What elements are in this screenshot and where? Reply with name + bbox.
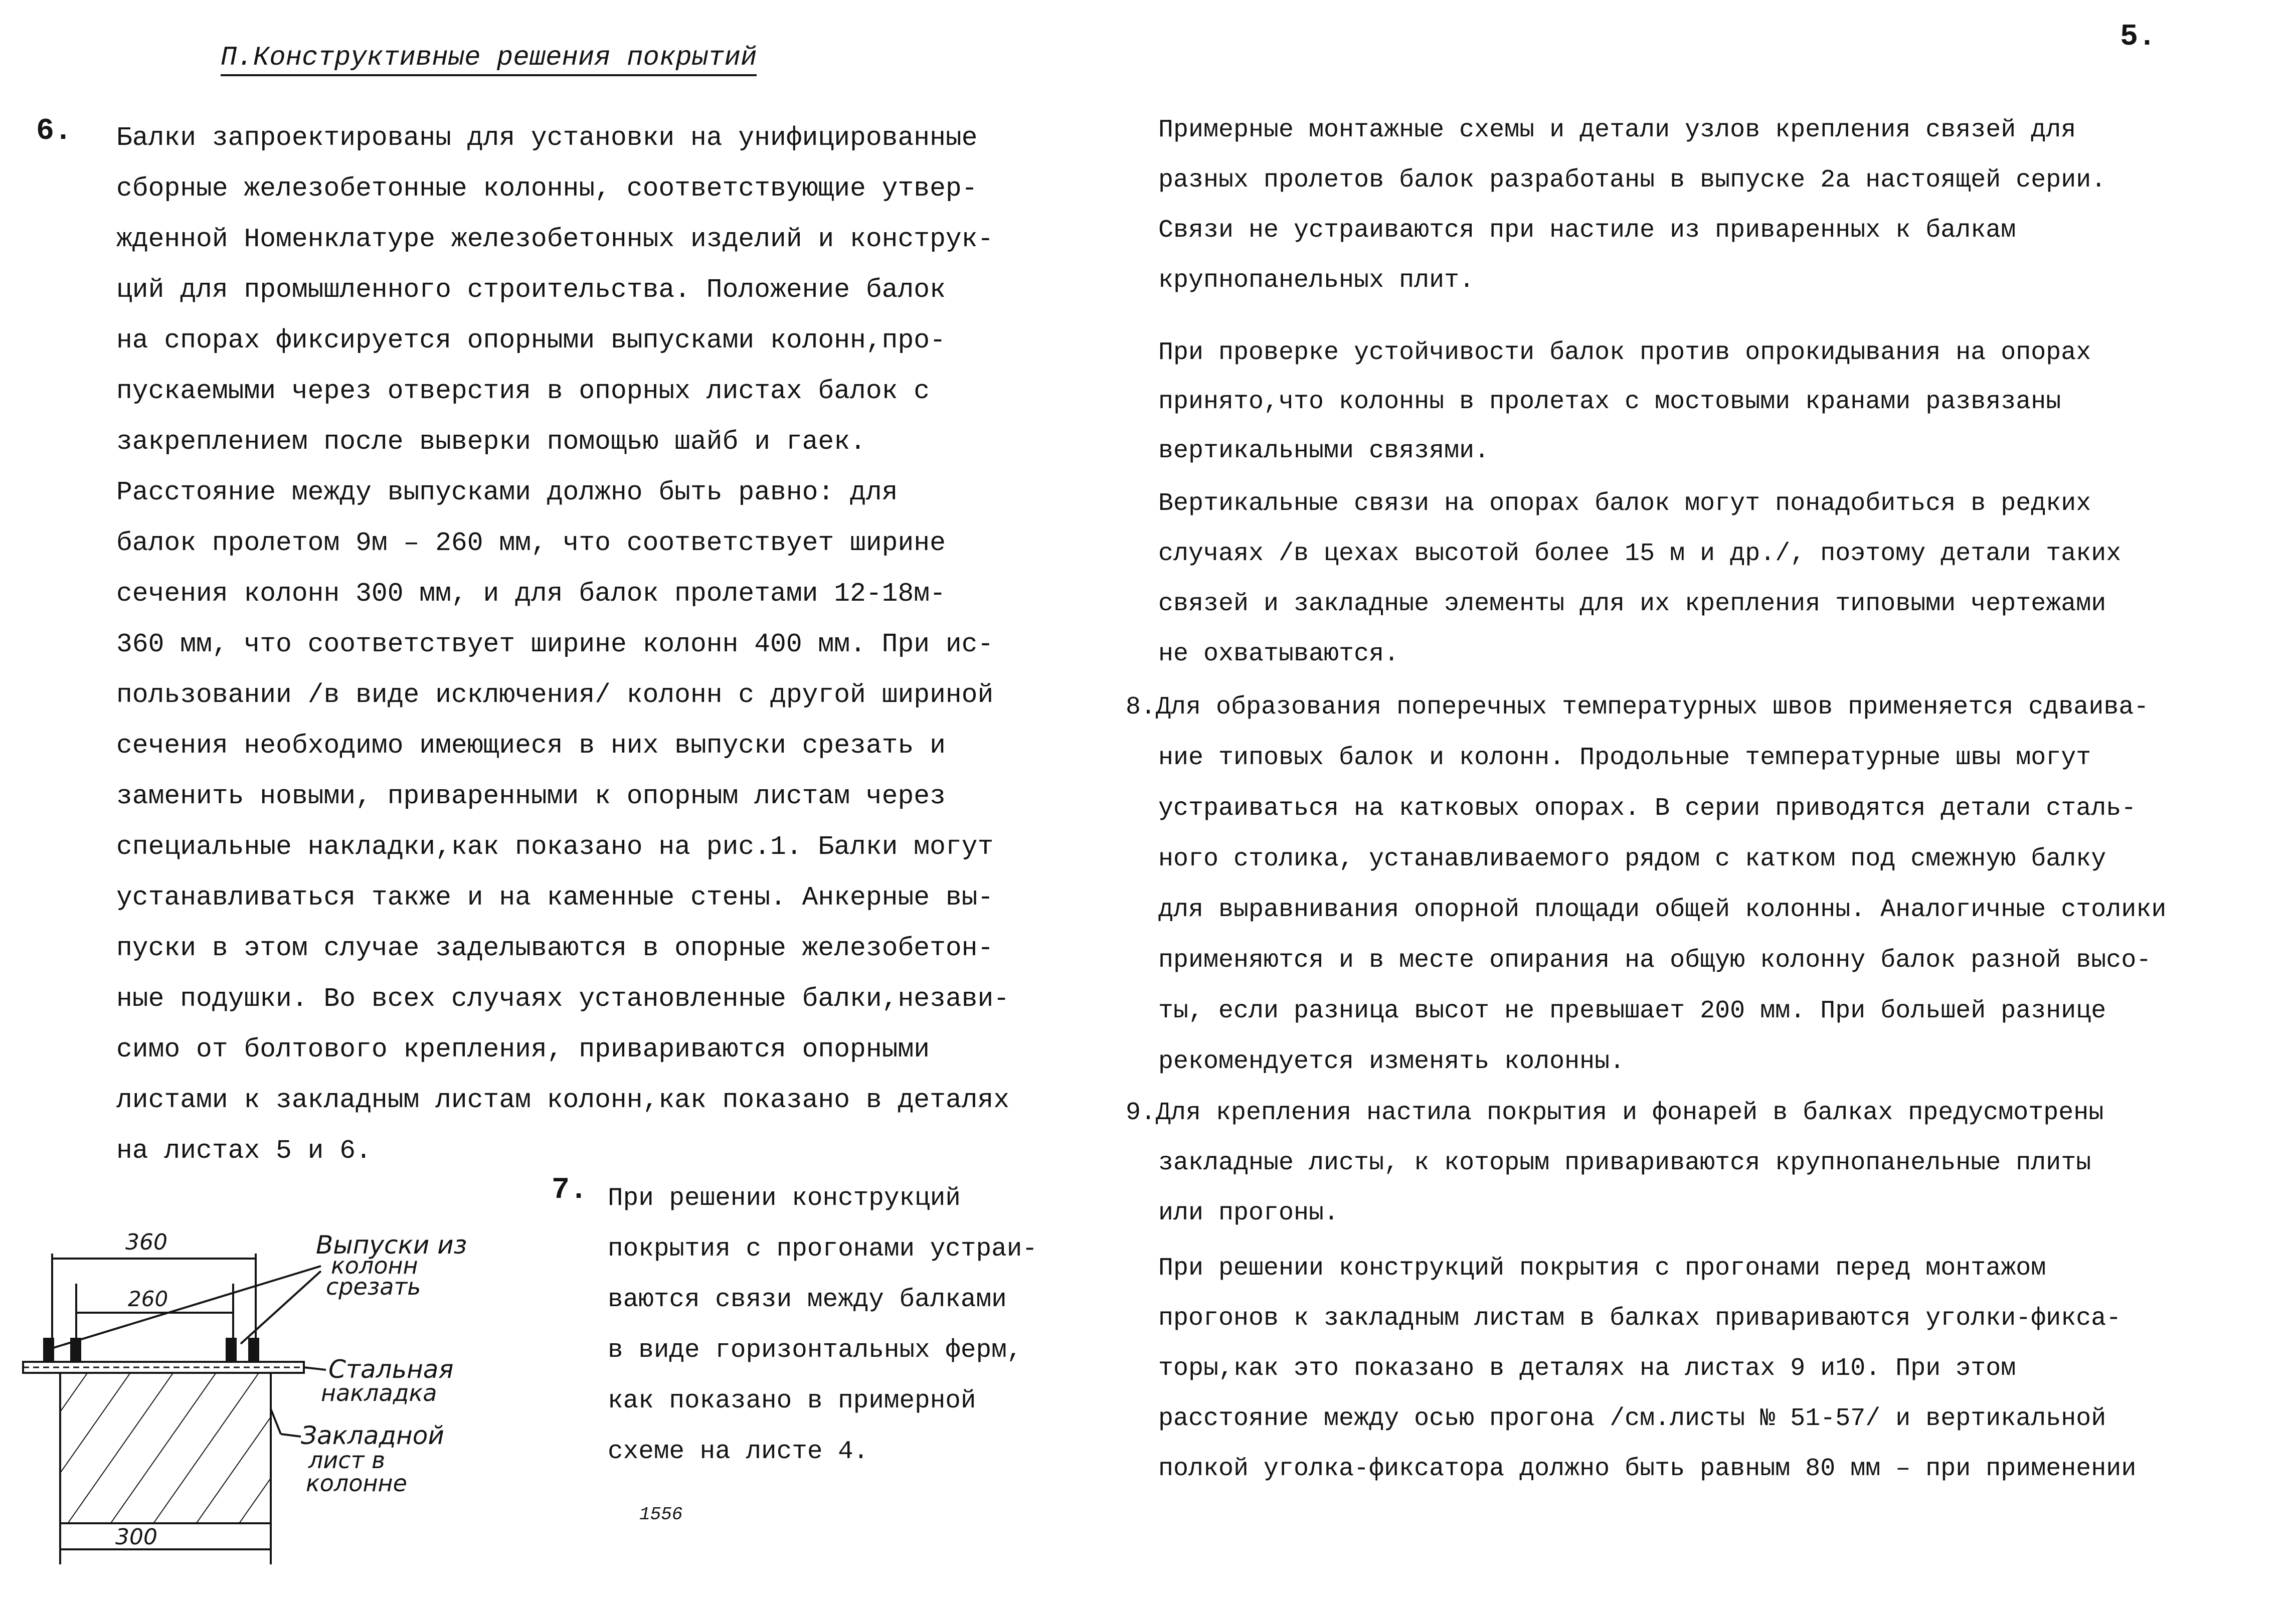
- text-line: сечения колонн 300 мм, и для балок пролетами 12-18м-: [116, 579, 946, 609]
- section-title: П.Конструктивные решения покрытий: [221, 43, 757, 76]
- text-line: схеме на листе 4.: [608, 1438, 869, 1466]
- text-line: симо от болтового крепления, привариваются опорными: [116, 1034, 930, 1064]
- text-line: При решении конструкций покрытия с прогонами перед монтажом: [1158, 1254, 2046, 1283]
- text-line: пользовании /в виде исключения/ колонн с другой шириной: [116, 680, 994, 710]
- text-line: крупнопанельных плит.: [1158, 266, 1475, 295]
- text-line: 360 мм, что соответствует ширине колонн 400 мм. При ис-: [116, 629, 994, 659]
- column-detail-sketch: [20, 1223, 521, 1574]
- text-line: пуски в этом случае заделываются в опорные железобетон-: [116, 933, 994, 963]
- text-line: ние типовых балок и колонн. Продольные температурные швы могут: [1158, 744, 2091, 772]
- text-line: ваются связи между балками: [608, 1286, 1007, 1314]
- label-embed-3: колонне: [306, 1470, 407, 1497]
- dimension-300: [60, 1523, 271, 1564]
- text-line: или прогоны.: [1158, 1199, 1339, 1227]
- column-body: [60, 1373, 271, 1523]
- text-line: в виде горизонтальных ферм,: [608, 1336, 1022, 1365]
- text-line: ного столика, устанавливаемого рядом с катком под смежную балку: [1158, 845, 2106, 873]
- text-line: вертикальными связями.: [1158, 437, 1490, 465]
- right-paragraph-stability: [1158, 328, 2091, 476]
- text-line: сборные железобетонные колонны, соответствующие утвер-: [116, 173, 978, 204]
- text-line: случаях /в цехах высотой более 15 м и др./, поэтому детали таких: [1158, 540, 2122, 568]
- text-line: на спорах фиксируется опорными выпусками колонн,про-: [116, 325, 946, 355]
- text-line: принято,что колонны в пролетах с мостовыми кранами развязаны: [1158, 388, 2061, 416]
- right-paragraph-vertical-bracing: [1158, 479, 2121, 679]
- dim-bottom-label: 300: [115, 1524, 157, 1550]
- text-line: Примерные монтажные схемы и детали узлов крепления связей для: [1158, 116, 2076, 144]
- text-line: расстояние между осью прогона /см.листы № 51-57/ и вертикальной: [1158, 1404, 2106, 1433]
- text-line: закладные листы, к которым привариваются крупнопанельные плиты: [1158, 1149, 2091, 1177]
- text-line: связей и закладные элементы для их крепления типовыми чертежами: [1158, 590, 2106, 618]
- right-paragraph-continuation: [1158, 105, 2106, 306]
- text-line: балок пролетом 9м – 260 мм, что соответствует ширине: [116, 528, 946, 558]
- text-line: закреплением после выверки помощью шайб и гаек.: [116, 427, 866, 457]
- text-line: Расстояние между выпусками должно быть равно: для: [116, 477, 898, 507]
- right-paragraph-purlins: [1158, 1243, 2136, 1494]
- text-line: разных пролетов балок разработаны в выпуске 2а настоящей серии.: [1158, 166, 2106, 195]
- text-line: рекомендуется изменять колонны.: [1158, 1047, 1625, 1076]
- text-line: покрытия с прогонами устраи-: [608, 1235, 1037, 1264]
- figure-code: 1556: [639, 1504, 683, 1525]
- label-plate-1: Стальная: [328, 1355, 454, 1384]
- label-plate-2: накладка: [321, 1379, 437, 1406]
- text-line: пускаемыми через отверстия в опорных листах балок с: [116, 376, 930, 406]
- text-line: применяются и в месте опирания на общую колонну балок разной высо-: [1158, 946, 2152, 975]
- label-cut-1: Выпуски из: [316, 1230, 467, 1260]
- text-line: устраиваться на катковых опорах. В серии приводятся детали сталь-: [1158, 794, 2137, 823]
- text-line: специальные накладки,как показано на рис.1. Балки могут: [116, 832, 994, 862]
- paragraph-7-number: 7.: [552, 1173, 588, 1207]
- text-line: Связи не устраиваются при настиле из приваренных к балкам: [1158, 216, 2016, 245]
- text-line: прогонов к закладным листам в балках привариваются уголки-фикса-: [1158, 1304, 2122, 1333]
- text-line: При проверке устойчивости балок против опрокидывания на опорах: [1158, 338, 2091, 367]
- dim-top-label: 360: [125, 1229, 167, 1255]
- text-line: торы,как это показано в деталях на листах 9 и10. При этом: [1158, 1354, 2016, 1383]
- text-line: Балки запроектированы для установки на унифицированные: [116, 123, 978, 153]
- text-line: для выравнивания опорной площади общей колонны. Аналогичные столики: [1158, 896, 2167, 924]
- label-cut-3: срезать: [326, 1273, 421, 1300]
- text-line: на листах 5 и 6.: [116, 1136, 372, 1166]
- text-line: жденной Номенклатуре железобетонных изделий и конструк-: [116, 224, 994, 254]
- text-line: заменить новыми, приваренными к опорным листам через: [116, 781, 946, 811]
- text-line: сечения необходимо имеющиеся в них выпуски срезать и: [116, 731, 946, 761]
- label-embed-2: лист в: [308, 1447, 386, 1474]
- text-line: листами к закладным листам колонн,как показано в деталях: [116, 1085, 1010, 1115]
- steel-plate: [23, 1362, 304, 1373]
- text-line: ций для промышленного строительства. Положение балок: [116, 275, 946, 305]
- paragraph-6-number: 6.: [36, 114, 73, 148]
- text-line: Вертикальные связи на опорах балок могут понадобиться в редких: [1158, 489, 2091, 518]
- text-line: При решении конструкций: [608, 1184, 961, 1213]
- paragraph-9: [1126, 1088, 2103, 1238]
- text-line: 9.Для крепления настила покрытия и фонарей в балках предусмотрены: [1126, 1099, 2104, 1127]
- label-cut-2: колонн: [331, 1252, 418, 1279]
- text-line: устанавливаться также и на каменные стены. Анкерные вы-: [116, 882, 994, 913]
- text-line: 8.Для образования поперечных температурных швов применяется сдваива-: [1126, 693, 2149, 722]
- page-number: 5.: [2120, 20, 2157, 54]
- text-line: как показано в примерной: [608, 1387, 976, 1415]
- text-line: ные подушки. Во всех случаях установленные балки,незави-: [116, 984, 1010, 1014]
- paragraph-6: [116, 113, 1009, 1176]
- paragraph-7: [608, 1173, 1037, 1477]
- text-line: полкой уголка-фиксатора должно быть равным 80 мм – при применении: [1158, 1455, 2137, 1483]
- text-line: ты, если разница высот не превышает 200 мм. При большей разнице: [1158, 997, 2106, 1025]
- text-line: не охватываются.: [1158, 640, 1399, 668]
- dim-inner-label: 260: [128, 1287, 168, 1311]
- paragraph-8: [1126, 682, 2166, 1087]
- label-embed-1: Закладной: [301, 1421, 444, 1450]
